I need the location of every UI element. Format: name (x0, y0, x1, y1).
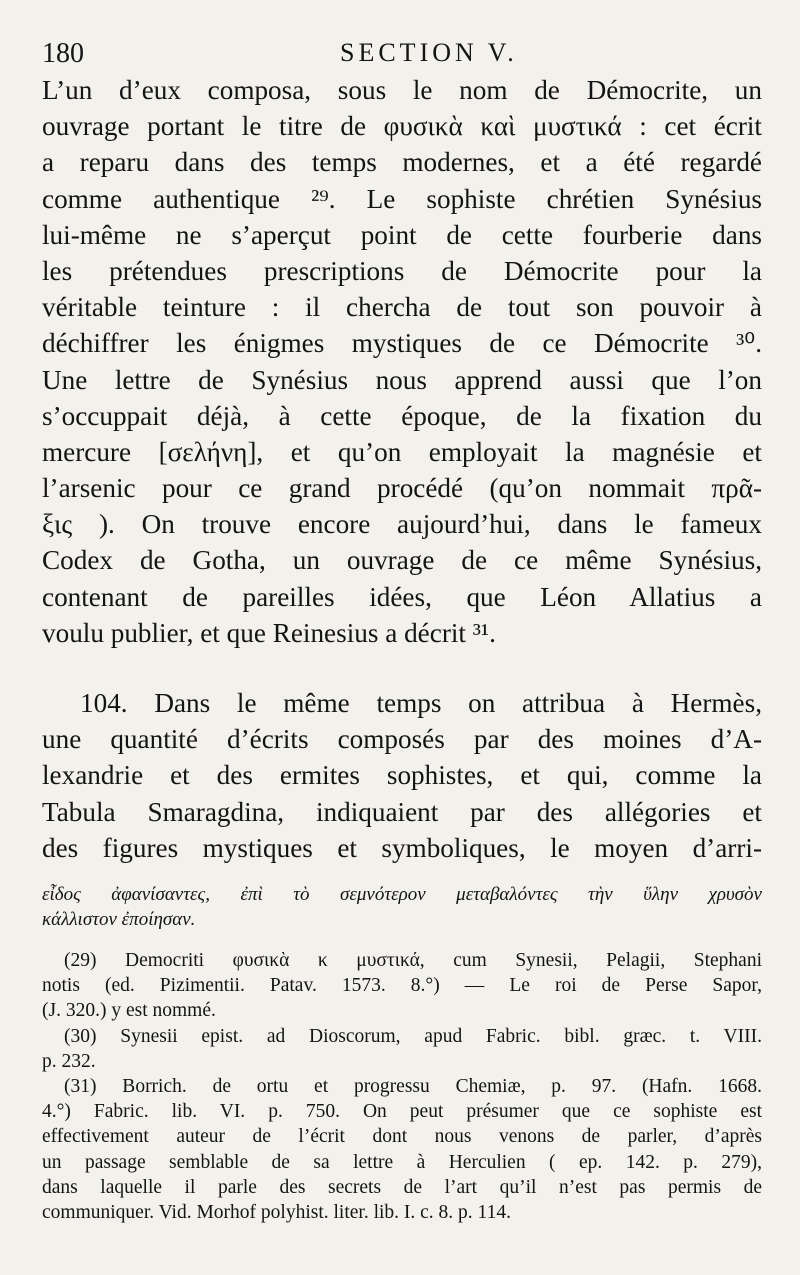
body-line: s’occuppait déjà, à cette époque, de la fixation du (42, 400, 762, 431)
body-line: ξις ). On trouve encore aujourd’hui, dans le fameux (42, 509, 762, 540)
body-line: les prétendues prescriptions de Démocrite pour la (42, 255, 762, 286)
body-line: contenant de pareilles idées, que Léon Allatius a (42, 581, 762, 612)
greek-quotation (42, 880, 762, 930)
paragraph-104-line: des figures mystiques et symboliques, le moyen d’arri- (42, 832, 762, 863)
page-header (40, 30, 760, 70)
running-head: SECTION V. (340, 38, 518, 67)
body-line: Une lettre de Synésius nous apprend aussi que l’on (42, 364, 762, 395)
footnote-line: dans laquelle il parle des secrets de l’art qu’il n’est pas permis de (42, 1176, 762, 1198)
paragraph-104-line: 104. Dans le même temps on attribua à Hermès, (80, 688, 762, 718)
footnotes (42, 948, 762, 1225)
footnote-line: 4.°) Fabric. lib. VI. p. 750. On peut présumer que ce sophiste est (42, 1101, 762, 1123)
footnote-31: (31) Borrich. de ortu et progressu Chemiæ, p. 97. (Hafn. 1668. (64, 1075, 762, 1097)
greek-line: κάλλιστον ἐποίησαν. (42, 909, 196, 931)
body-line: a reparu dans des temps modernes, et a été regardé (42, 147, 762, 178)
greek-line: εἶδος ἀφανίσαντες, ἐπὶ τὸ σεμνότερον μεταβαλόντες τὴν ὕλην χρυσὸν (42, 884, 762, 905)
footnote-line: effectivement auteur de l’écrit dont nous venons de parler, d’après (42, 1126, 762, 1148)
body-line: lui-même ne s’aperçut point de cette fourberie dans (42, 219, 762, 250)
footnote-line: notis (ed. Pizimentii. Patav. 1573. 8.°) — Le roi de Perse Sapor, (42, 975, 762, 997)
body-line: mercure [σελήνη], et qu’on employait la magnésie et (42, 436, 762, 467)
body-line: déchiffrer les énigmes mystiques de ce Démocrite ³⁰. (42, 328, 762, 359)
page-number: 180 (42, 38, 84, 69)
body-line: véritable teinture : il chercha de tout son pouvoir à (42, 292, 762, 323)
paragraph-104-line: Tabula Smaragdina, indiquaient par des allégories et (42, 796, 762, 827)
main-text (42, 72, 762, 866)
body-line: comme authentique ²⁹. Le sophiste chrétien Synésius (42, 183, 762, 214)
body-line: voulu publier, et que Reinesius a décrit ³¹. (42, 617, 496, 648)
body-line: L’un d’eux composa, sous le nom de Démocrite, un (42, 75, 762, 105)
footnote-30: (30) Synesii epist. ad Dioscorum, apud Fabric. bibl. græc. t. VIII. (64, 1025, 762, 1047)
footnote-29: (29) Democriti φυσικὰ κ μυστικά, cum Synesii, Pelagii, Stephani (64, 950, 762, 971)
paragraph-104-line: une quantité d’écrits composés par des moines d’A- (42, 724, 762, 755)
paragraph-104-line: lexandrie et des ermites sophistes, et qui, comme la (42, 760, 762, 791)
body-line: Codex de Gotha, un ouvrage de ce même Synésius, (42, 545, 762, 576)
footnote-line: communiquer. Vid. Morhof polyhist. liter. lib. I. c. 8. p. 114. (42, 1201, 511, 1223)
body-line: ouvrage portant le titre de φυσικὰ καὶ μυστικά : cet écrit (42, 111, 762, 142)
footnote-line: (J. 320.) y est nommé. (42, 1000, 216, 1022)
footnote-line: p. 232. (42, 1050, 96, 1072)
body-line: l’arsenic pour ce grand procédé (qu’on nommait πρᾶ- (42, 473, 762, 504)
paragraph-gap (42, 651, 762, 685)
footnote-line: un passage semblable de sa lettre à Herculien ( ep. 142. p. 279), (42, 1151, 762, 1173)
